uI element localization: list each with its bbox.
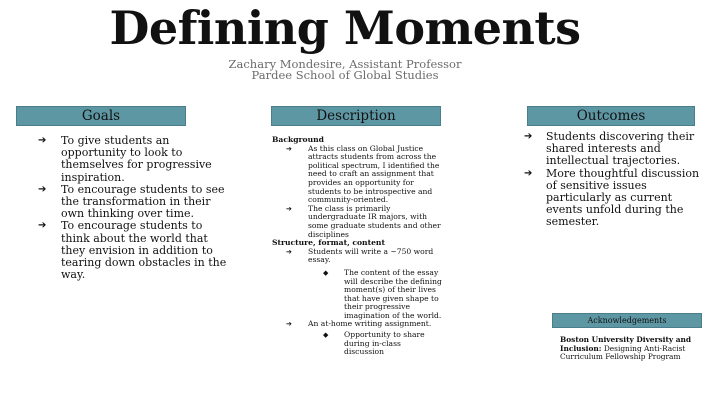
structure-heading: Structure, format, content [272, 238, 385, 248]
arrow-right-icon: ➔ [38, 183, 47, 195]
diamond-bullet-icon: ◆ [323, 331, 329, 340]
description-item: ➔ Students will write a ~750 word essay. [286, 246, 434, 265]
outcomes-list [516, 131, 706, 229]
goal-item: ➔ To give students an opportunity to look to themselves for progressive inspiration. [38, 134, 212, 184]
arrow-right-icon: ➔ [286, 247, 292, 256]
goal-item: ➔ To encourage students to see the transformation in their own thinking over time. [38, 182, 225, 221]
arrow-right-icon: ➔ [524, 131, 533, 142]
background-heading: Background [272, 135, 324, 144]
arrow-right-icon: ➔ [286, 144, 292, 153]
arrow-right-icon: ➔ [286, 320, 292, 329]
goals-header: Goals [16, 106, 186, 126]
description-item: ➔ The class is primarily undergraduate IR majors, with some graduate students and other disciplines [286, 203, 441, 239]
outcome-item: ➔ Students discovering their shared interests and intellectual trajectories. [524, 130, 695, 168]
description-item: ➔ As this class on Global Justice attracts students from across the political spectrum, I identified the need to craft an assignment that provides an opportunity for students to be introspective and community-oriented. [286, 143, 440, 205]
description-item: ➔ An at-home writing assignment. [286, 319, 432, 329]
arrow-right-icon: ➔ [38, 135, 47, 146]
goals-list [30, 135, 230, 281]
acknowledgement-program: Designing Anti-Racist Curriculum Fellowship Program [560, 343, 686, 362]
description-subitem: ◆ The content of the essay will describe the defining moment(s) of their lives that have given shape to their progressive imagination of the world. [323, 267, 442, 320]
outcome-item: ➔ More thoughtful discussion of sensitive issues particularly as current events unfold during the semester. [524, 166, 700, 229]
arrow-right-icon: ➔ [286, 204, 292, 213]
outcomes-header: Outcomes [527, 106, 695, 126]
author-name: Zachary Mondesire, Assistant Professor [228, 57, 462, 71]
description-body [272, 136, 442, 357]
arrow-right-icon: ➔ [524, 167, 533, 179]
arrow-right-icon: ➔ [38, 220, 47, 232]
acknowledgements-text [560, 336, 710, 362]
acknowledgements-header: Acknowledgements [552, 313, 702, 328]
goal-item: ➔ To encourage students to think about the world that they envision in addition to tearing down obstacles in the way. [38, 219, 227, 282]
description-header: Description [271, 106, 441, 126]
acknowledgement-org: Boston University Diversity and Inclusion: [560, 335, 692, 353]
description-subitem: ◆ Opportunity to share during in-class discussion [323, 330, 425, 357]
author-line [0, 59, 690, 81]
school-name: Pardee School of Global Studies [251, 68, 439, 82]
diamond-bullet-icon: ◆ [323, 268, 329, 277]
page-title: Defining Moments [109, 1, 581, 55]
